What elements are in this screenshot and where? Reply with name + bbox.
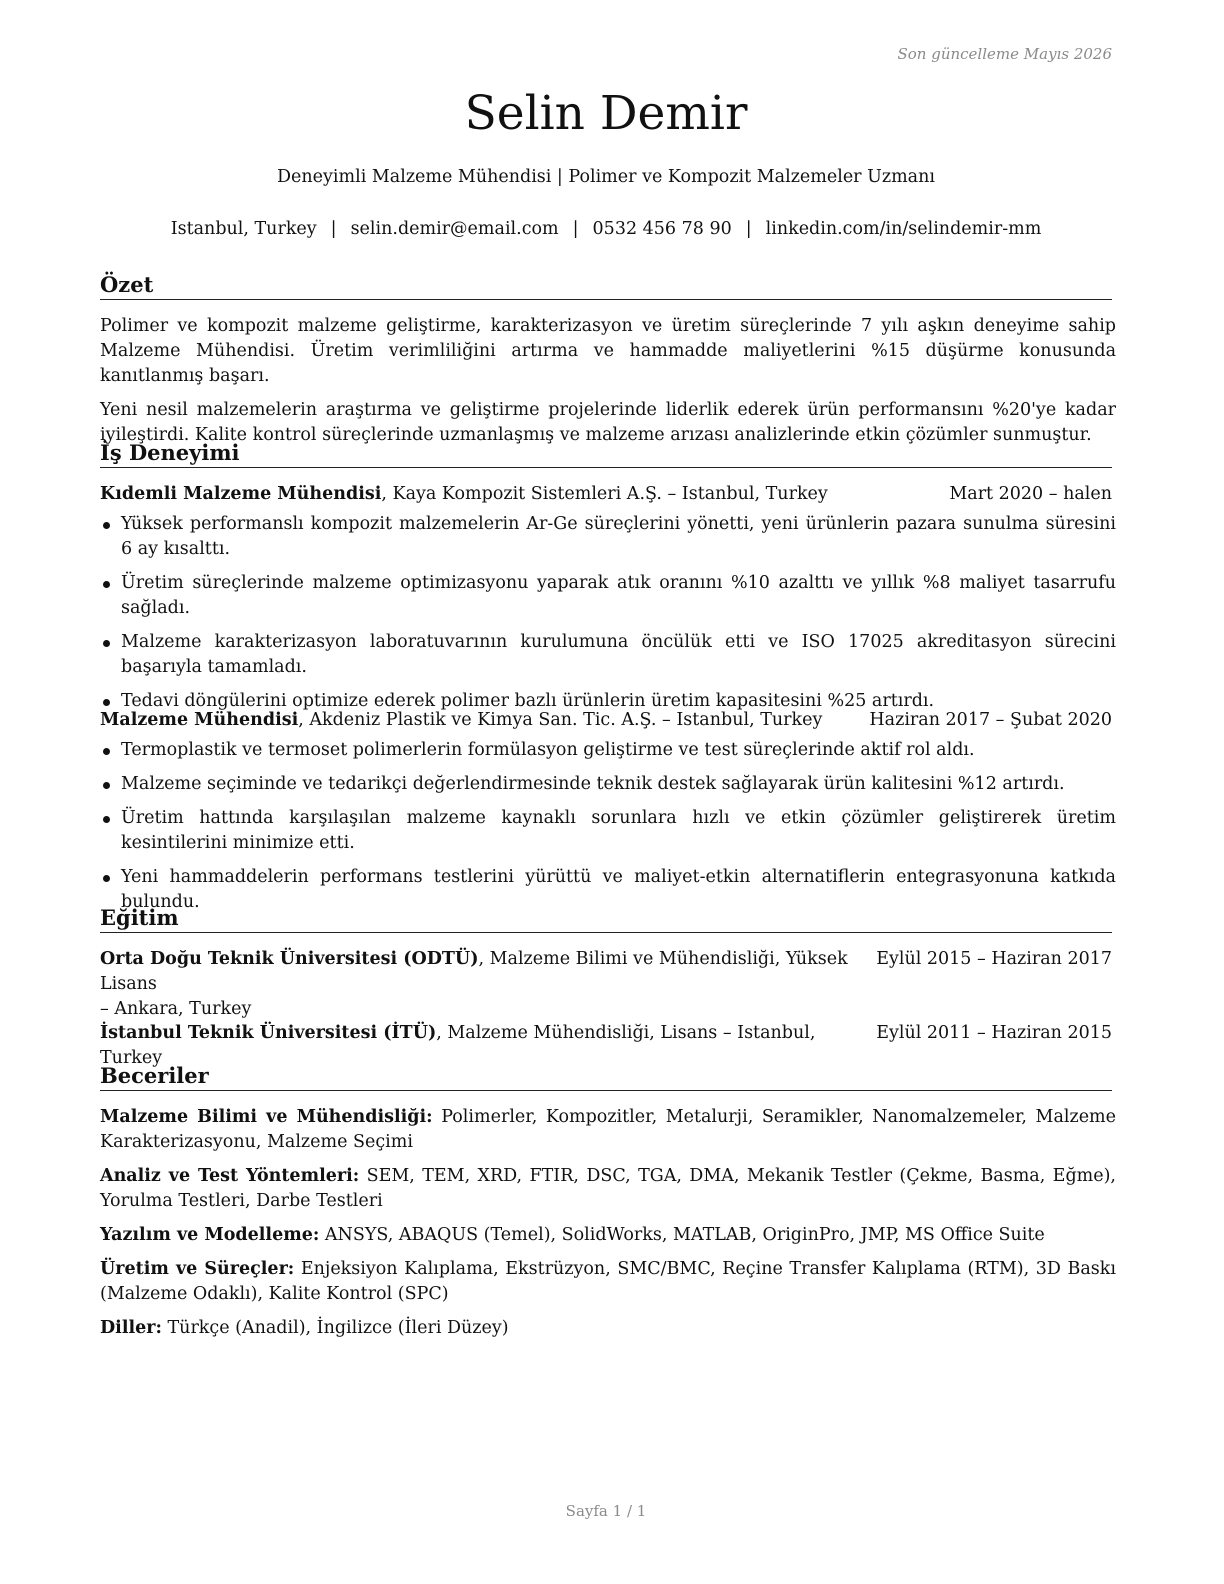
list-item: Tedavi döngülerini optimize ederek polimer bazlı ürünlerin üretim kapasitesini %25 artırdı. xyxy=(100,689,1116,714)
bullet-icon xyxy=(103,875,110,882)
degree-detail: , Malzeme Bilimi ve Mühendisliği, Yüksek Lisans xyxy=(100,949,848,994)
school-name: Orta Doğu Teknik Üniversitesi (ODTÜ) xyxy=(100,949,479,969)
skill-label: Diller: xyxy=(100,1318,162,1338)
skill-value: SEM, TEM, XRD, FTIR, DSC, TGA, DMA, Mekanik Testler (Çekme, Basma, Eğme), Yorulma Testleri, Darbe Testleri xyxy=(100,1166,1116,1211)
job-header xyxy=(100,708,1112,733)
list-item: Üretim süreçlerinde malzeme optimizasyonu yaparak atık oranını %10 azalttı ve yıllık %8 maliyet tasarrufu sağladı. xyxy=(100,571,1116,621)
job-title-line xyxy=(100,482,828,507)
bullet-icon xyxy=(103,581,110,588)
contact-location: Istanbul, Turkey xyxy=(170,219,317,239)
job-dates: Mart 2020 – halen xyxy=(949,484,1112,504)
skill-row xyxy=(100,1105,1116,1155)
last-updated: Son güncelleme Mayıs 2026 xyxy=(897,45,1112,63)
education-heading: Eğitim xyxy=(100,905,1112,933)
bullet-icon xyxy=(103,816,110,823)
skill-row xyxy=(100,1223,1116,1248)
job-bullets xyxy=(100,512,1116,714)
experience-heading: İş Deneyimi xyxy=(100,440,1112,468)
candidate-name: Selin Demir xyxy=(464,86,748,141)
skill-value: Türkçe (Anadil), İngilizce (İleri Düzey) xyxy=(161,1318,509,1338)
page-number: Sayfa 1 / 1 xyxy=(565,1502,647,1520)
summary-heading: Özet xyxy=(100,272,1112,300)
education-dates: Eylül 2011 – Haziran 2015 xyxy=(876,1023,1112,1043)
contact-line xyxy=(0,219,1212,239)
skills-section xyxy=(100,1105,1116,1350)
list-item: Yüksek performanslı kompozit malzemelerin Ar-Ge süreçlerini yönetti, yeni ürünlerin pazara sunulma süresini 6 ay kısalttı. xyxy=(100,512,1116,562)
skill-row xyxy=(100,1316,1116,1341)
contact-separator: | xyxy=(572,219,579,239)
job-role: Kıdemli Malzeme Mühendisi xyxy=(100,484,382,504)
bullet-icon xyxy=(103,522,110,529)
bullet-icon xyxy=(103,782,110,789)
degree-detail: , Malzeme Mühendisliği, Lisans – Istanbul, Turkey xyxy=(100,1023,816,1068)
skill-value: Polimerler, Kompozitler, Metalurji, Seramikler, Nanomalzemeler, Malzeme Karakterizasyonu, Malzeme Seçimi xyxy=(100,1107,1116,1152)
skill-value: Enjeksiyon Kalıplama, Ekstrüzyon, SMC/BMC, Reçine Transfer Kalıplama (RTM), 3D Baskı (Malzeme Odaklı), Kalite Kontrol (SPC) xyxy=(100,1259,1116,1304)
skill-row xyxy=(100,1257,1116,1307)
job-entry xyxy=(100,482,1116,723)
list-item: Yeni hammaddelerin performans testlerini yürüttü ve maliyet-etkin alternatiflerin entegrasyonuna katkıda bulundu. xyxy=(100,865,1116,915)
summary-paragraph: Yeni nesil malzemelerin araştırma ve geliştirme projelerinde liderlik ederek ürün performansını %20'ye kadar iyileştirdi. Kalite kontrol süreçlerinde uzmanlaşmış ve malzeme arızası analizlerinde etkin çözümler sunmuştur. xyxy=(100,400,1116,445)
list-item: Üretim hattında karşılaşılan malzeme kaynaklı sorunlara hızlı ve etkin çözümler geliştirerek üretim kesintilerini minimize etti. xyxy=(100,806,1116,856)
bullet-icon xyxy=(103,640,110,647)
education-dates: Eylül 2015 – Haziran 2017 xyxy=(876,949,1112,969)
skill-label: Yazılım ve Modelleme: xyxy=(100,1225,320,1245)
education-header xyxy=(100,947,1112,997)
education-title-line xyxy=(100,947,876,997)
skills-heading: Beceriler xyxy=(100,1063,1112,1091)
list-item: Malzeme seçiminde ve tedarikçi değerlendirmesinde teknik destek sağlayarak ürün kalitesini %12 artırdı. xyxy=(100,772,1116,797)
education-location: – Ankara, Turkey xyxy=(100,999,252,1019)
headline: Deneyimli Malzeme Mühendisi | Polimer ve Kompozit Malzemeler Uzmanı xyxy=(277,167,935,187)
skill-row xyxy=(100,1164,1116,1214)
contact-email[interactable]: selin.demir@email.com xyxy=(350,219,559,239)
job-entry xyxy=(100,708,1116,924)
contact-separator: | xyxy=(745,219,752,239)
summary-paragraph: Polimer ve kompozit malzeme geliştirme, karakterizasyon ve üretim süreçlerinde 7 yılı aşkın deneyime sahip Malzeme Mühendisi. Üretim verimliliğini artırma ve hammadde maliyetlerini %15 düşürme konusunda kanıtlanmış başarı. xyxy=(100,316,1116,386)
skill-label: Analiz ve Test Yöntemleri: xyxy=(100,1166,360,1186)
bullet-icon xyxy=(103,748,110,755)
contact-phone: 0532 456 78 90 xyxy=(592,219,732,239)
job-bullets xyxy=(100,738,1116,915)
list-item: Malzeme karakterizasyon laboratuvarının kurulumuna öncülük etti ve ISO 17025 akreditasyon sürecini başarıyla tamamladı. xyxy=(100,630,1116,680)
job-company: , Akdeniz Plastik ve Kimya San. Tic. A.Ş. – Istanbul, Turkey xyxy=(298,710,823,730)
bullet-icon xyxy=(103,699,110,706)
skill-value: ANSYS, ABAQUS (Temel), SolidWorks, MATLAB, OriginPro, JMP, MS Office Suite xyxy=(319,1225,1045,1245)
skill-label: Malzeme Bilimi ve Mühendisliği: xyxy=(100,1107,433,1127)
school-name: İstanbul Teknik Üniversitesi (İTÜ) xyxy=(100,1023,437,1043)
contact-linkedin[interactable]: linkedin.com/in/selindemir-mm xyxy=(765,219,1042,239)
job-role: Malzeme Mühendisi xyxy=(100,710,299,730)
job-title-line xyxy=(100,708,822,733)
job-header xyxy=(100,482,1112,507)
list-item: Termoplastik ve termoset polimerlerin formülasyon geliştirme ve test süreçlerinde aktif rol aldı. xyxy=(100,738,1116,763)
job-dates: Haziran 2017 – Şubat 2020 xyxy=(869,710,1112,730)
skill-label: Üretim ve Süreçler: xyxy=(100,1259,295,1279)
job-company: , Kaya Kompozit Sistemleri A.Ş. – Istanbul, Turkey xyxy=(381,484,828,504)
education-entry xyxy=(100,947,1116,1022)
contact-separator: | xyxy=(330,219,337,239)
summary-section xyxy=(100,314,1116,448)
